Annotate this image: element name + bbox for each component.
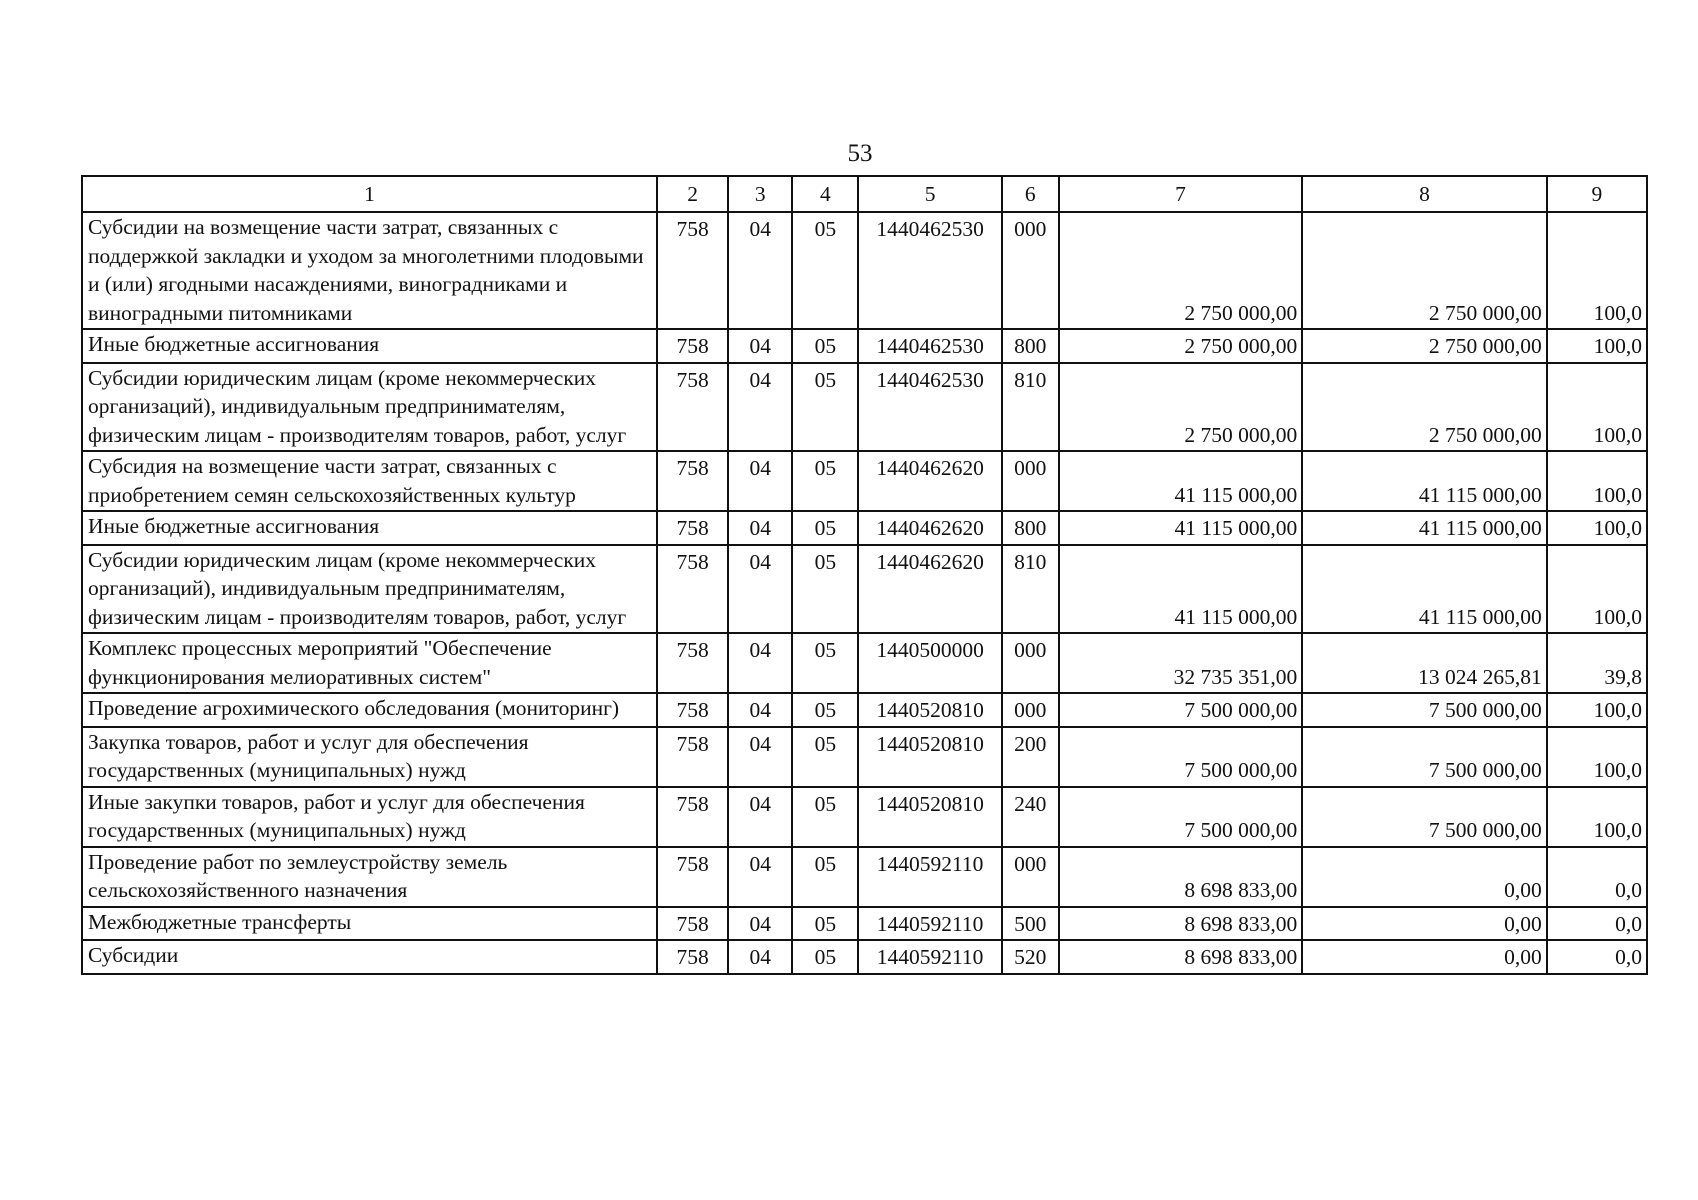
expense-type-code: 800 <box>1002 329 1059 363</box>
expense-type-code: 000 <box>1002 693 1059 727</box>
planned-amount: 7 500 000,00 <box>1059 787 1302 847</box>
target-article-code: 1440520810 <box>858 727 1001 787</box>
item-name: Иные бюджетные ассигнования <box>82 329 657 363</box>
planned-amount: 7 500 000,00 <box>1059 693 1302 727</box>
subsection-code: 05 <box>792 847 858 907</box>
planned-amount: 8 698 833,00 <box>1059 940 1302 974</box>
executed-amount: 2 750 000,00 <box>1302 363 1546 452</box>
item-name: Комплекс процессных мероприятий "Обеспечение функционирования мелиоративных систем" <box>82 633 657 693</box>
expense-type-code: 520 <box>1002 940 1059 974</box>
section-code: 04 <box>728 847 792 907</box>
subsection-code: 05 <box>792 693 858 727</box>
target-article-code: 1440520810 <box>858 693 1001 727</box>
target-article-code: 1440462530 <box>858 329 1001 363</box>
column-header-2: 2 <box>657 176 728 212</box>
target-article-code: 1440520810 <box>858 787 1001 847</box>
ministry-code: 758 <box>657 329 728 363</box>
item-name: Иные закупки товаров, работ и услуг для обеспечения государственных (муниципальных) нужд <box>82 787 657 847</box>
subsection-code: 05 <box>792 329 858 363</box>
target-article-code: 1440592110 <box>858 940 1001 974</box>
subsection-code: 05 <box>792 511 858 545</box>
table-row <box>82 545 1647 634</box>
execution-percent: 100,0 <box>1547 212 1647 329</box>
execution-percent: 0,0 <box>1547 940 1647 974</box>
ministry-code: 758 <box>657 212 728 329</box>
execution-percent: 0,0 <box>1547 907 1647 941</box>
planned-amount: 8 698 833,00 <box>1059 907 1302 941</box>
expense-type-code: 810 <box>1002 363 1059 452</box>
column-header-7: 7 <box>1059 176 1302 212</box>
execution-percent: 100,0 <box>1547 363 1647 452</box>
item-name: Субсидии <box>82 940 657 974</box>
expense-type-code: 500 <box>1002 907 1059 941</box>
expense-type-code: 810 <box>1002 545 1059 634</box>
table-row <box>82 511 1647 545</box>
table-row <box>82 940 1647 974</box>
column-header-3: 3 <box>728 176 792 212</box>
ministry-code: 758 <box>657 451 728 511</box>
planned-amount: 32 735 351,00 <box>1059 633 1302 693</box>
table-row <box>82 727 1647 787</box>
planned-amount: 2 750 000,00 <box>1059 329 1302 363</box>
section-code: 04 <box>728 693 792 727</box>
executed-amount: 0,00 <box>1302 907 1546 941</box>
table-row <box>82 212 1647 329</box>
page-number: 53 <box>847 140 873 167</box>
section-code: 04 <box>728 787 792 847</box>
executed-amount: 41 115 000,00 <box>1302 545 1546 634</box>
execution-percent: 100,0 <box>1547 787 1647 847</box>
planned-amount: 8 698 833,00 <box>1059 847 1302 907</box>
column-header-8: 8 <box>1302 176 1546 212</box>
item-name: Межбюджетные трансферты <box>82 907 657 941</box>
ministry-code: 758 <box>657 545 728 634</box>
section-code: 04 <box>728 545 792 634</box>
ministry-code: 758 <box>657 633 728 693</box>
planned-amount: 2 750 000,00 <box>1059 363 1302 452</box>
column-header-5: 5 <box>858 176 1001 212</box>
subsection-code: 05 <box>792 787 858 847</box>
planned-amount: 41 115 000,00 <box>1059 451 1302 511</box>
item-name: Проведение агрохимического обследования (мониторинг) <box>82 693 657 727</box>
subsection-code: 05 <box>792 633 858 693</box>
table-row <box>82 907 1647 941</box>
target-article-code: 1440462620 <box>858 511 1001 545</box>
execution-percent: 100,0 <box>1547 545 1647 634</box>
execution-percent: 100,0 <box>1547 451 1647 511</box>
expense-type-code: 000 <box>1002 847 1059 907</box>
table-row <box>82 451 1647 511</box>
header-row <box>82 176 1647 212</box>
executed-amount: 0,00 <box>1302 940 1546 974</box>
table-row <box>82 693 1647 727</box>
column-header-4: 4 <box>792 176 858 212</box>
subsection-code: 05 <box>792 212 858 329</box>
column-header-9: 9 <box>1547 176 1647 212</box>
expense-type-code: 200 <box>1002 727 1059 787</box>
target-article-code: 1440500000 <box>858 633 1001 693</box>
execution-percent: 100,0 <box>1547 727 1647 787</box>
target-article-code: 1440462530 <box>858 212 1001 329</box>
executed-amount: 41 115 000,00 <box>1302 511 1546 545</box>
section-code: 04 <box>728 727 792 787</box>
item-name: Субсидия на возмещение части затрат, связанных с приобретением семян сельскохозяйственных культур <box>82 451 657 511</box>
subsection-code: 05 <box>792 363 858 452</box>
ministry-code: 758 <box>657 907 728 941</box>
table-row <box>82 847 1647 907</box>
item-name: Закупка товаров, работ и услуг для обеспечения государственных (муниципальных) нужд <box>82 727 657 787</box>
executed-amount: 7 500 000,00 <box>1302 787 1546 847</box>
subsection-code: 05 <box>792 545 858 634</box>
ministry-code: 758 <box>657 363 728 452</box>
planned-amount: 41 115 000,00 <box>1059 545 1302 634</box>
subsection-code: 05 <box>792 451 858 511</box>
execution-percent: 100,0 <box>1547 693 1647 727</box>
target-article-code: 1440462620 <box>858 545 1001 634</box>
execution-percent: 100,0 <box>1547 511 1647 545</box>
item-name: Субсидии юридическим лицам (кроме некоммерческих организаций), индивидуальным предпринимателям, физическим лицам - производителям товаров, работ, услуг <box>82 363 657 452</box>
subsection-code: 05 <box>792 727 858 787</box>
section-code: 04 <box>728 329 792 363</box>
section-code: 04 <box>728 940 792 974</box>
executed-amount: 0,00 <box>1302 847 1546 907</box>
section-code: 04 <box>728 511 792 545</box>
ministry-code: 758 <box>657 940 728 974</box>
execution-percent: 100,0 <box>1547 329 1647 363</box>
planned-amount: 7 500 000,00 <box>1059 727 1302 787</box>
executed-amount: 13 024 265,81 <box>1302 633 1546 693</box>
column-header-1: 1 <box>82 176 657 212</box>
planned-amount: 41 115 000,00 <box>1059 511 1302 545</box>
section-code: 04 <box>728 212 792 329</box>
table-row <box>82 787 1647 847</box>
ministry-code: 758 <box>657 847 728 907</box>
ministry-code: 758 <box>657 693 728 727</box>
item-name: Субсидии на возмещение части затрат, связанных с поддержкой закладки и уходом за многолетними плодовыми и (или) ягодными насаждениями, виноградниками и виноградными питомниками <box>82 212 657 329</box>
planned-amount: 2 750 000,00 <box>1059 212 1302 329</box>
item-name: Субсидии юридическим лицам (кроме некоммерческих организаций), индивидуальным предпринимателям, физическим лицам - производителям товаров, работ, услуг <box>82 545 657 634</box>
item-name: Иные бюджетные ассигнования <box>82 511 657 545</box>
section-code: 04 <box>728 451 792 511</box>
expense-type-code: 000 <box>1002 633 1059 693</box>
column-header-6: 6 <box>1002 176 1059 212</box>
target-article-code: 1440592110 <box>858 847 1001 907</box>
ministry-code: 758 <box>657 511 728 545</box>
subsection-code: 05 <box>792 940 858 974</box>
budget-table <box>81 175 1648 975</box>
execution-percent: 39,8 <box>1547 633 1647 693</box>
table-row <box>82 633 1647 693</box>
executed-amount: 7 500 000,00 <box>1302 693 1546 727</box>
target-article-code: 1440462620 <box>858 451 1001 511</box>
table-row <box>82 363 1647 452</box>
target-article-code: 1440462530 <box>858 363 1001 452</box>
executed-amount: 2 750 000,00 <box>1302 329 1546 363</box>
ministry-code: 758 <box>657 787 728 847</box>
ministry-code: 758 <box>657 727 728 787</box>
table-row <box>82 329 1647 363</box>
expense-type-code: 240 <box>1002 787 1059 847</box>
section-code: 04 <box>728 633 792 693</box>
subsection-code: 05 <box>792 907 858 941</box>
expense-type-code: 800 <box>1002 511 1059 545</box>
table-body <box>82 212 1647 974</box>
expense-type-code: 000 <box>1002 212 1059 329</box>
expense-type-code: 000 <box>1002 451 1059 511</box>
target-article-code: 1440592110 <box>858 907 1001 941</box>
execution-percent: 0,0 <box>1547 847 1647 907</box>
section-code: 04 <box>728 363 792 452</box>
executed-amount: 2 750 000,00 <box>1302 212 1546 329</box>
section-code: 04 <box>728 907 792 941</box>
executed-amount: 41 115 000,00 <box>1302 451 1546 511</box>
executed-amount: 7 500 000,00 <box>1302 727 1546 787</box>
item-name: Проведение работ по землеустройству земель сельскохозяйственного назначения <box>82 847 657 907</box>
